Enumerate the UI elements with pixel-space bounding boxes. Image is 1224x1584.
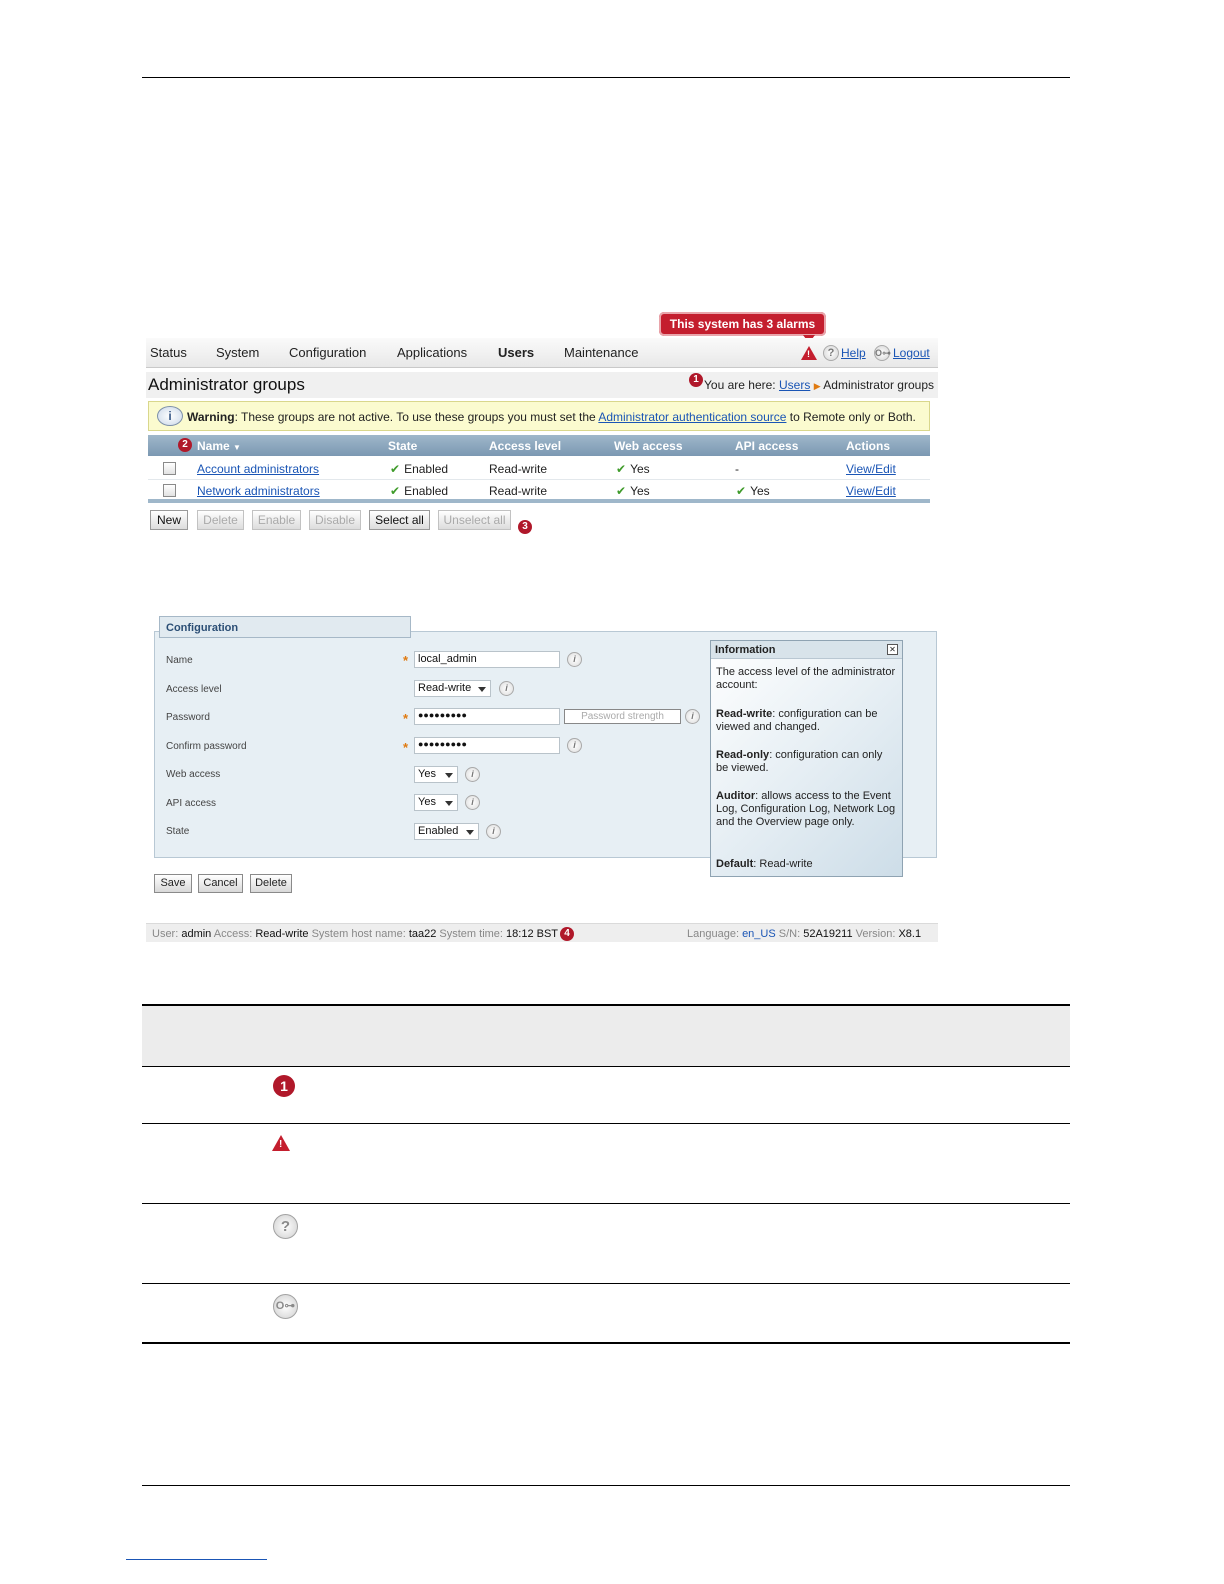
close-icon[interactable]: ✕ (887, 644, 898, 655)
view-edit-link[interactable]: View/Edit (846, 462, 896, 476)
info-paragraph (716, 858, 896, 871)
password-field[interactable]: ●●●●●●●●● (414, 708, 560, 725)
api-access-label: API access (166, 798, 217, 809)
legend-rule (142, 1123, 1070, 1124)
sort-desc-icon[interactable]: ▼ (233, 443, 241, 452)
status-version-label: Version: (855, 928, 896, 940)
alarm-bubble[interactable]: This system has 3 alarms (659, 312, 826, 336)
enable-button[interactable]: Enable (252, 510, 301, 530)
callout-badge-1: 1 (689, 373, 703, 387)
alarm-icon: ! (272, 1135, 290, 1151)
help-icon: ? (273, 1214, 298, 1239)
new-button[interactable]: New (150, 510, 188, 530)
table-footer-bar (148, 499, 930, 503)
chevron-down-icon (466, 830, 474, 835)
cancel-button[interactable]: Cancel (198, 874, 243, 893)
check-icon: ✔ (736, 484, 747, 498)
callout-badge-3: 3 (518, 520, 532, 534)
info-bubble-icon: i (157, 406, 183, 426)
col-name[interactable] (197, 439, 241, 453)
state-select[interactable] (414, 823, 479, 840)
state-value: Enabled (404, 462, 449, 476)
legend-header (142, 1006, 1070, 1066)
status-host: taa22 (408, 928, 437, 940)
status-user-label: User: (152, 928, 179, 940)
info-desc: : allows access to the Event Log, Configuration Log, Network Log and the Overview page only. (716, 790, 896, 828)
chevron-down-icon (445, 801, 453, 806)
confirm-password-label: Confirm password (166, 741, 247, 752)
state-label: State (166, 826, 190, 837)
info-desc: : configuration can only be viewed. (716, 749, 883, 774)
password-label: Password (166, 712, 210, 723)
nav-status[interactable]: Status (150, 345, 187, 360)
table-row (148, 458, 930, 479)
access-cell: Read-write (489, 462, 548, 476)
warning-banner (148, 401, 930, 431)
alarm-icon[interactable]: ! (801, 346, 817, 360)
col-api-access[interactable]: API access (735, 439, 799, 453)
check-icon: ✔ (390, 484, 401, 498)
info-paragraph (716, 790, 896, 829)
col-web-access[interactable]: Web access (614, 439, 683, 453)
breadcrumb (704, 378, 934, 392)
configuration-tab: Configuration (159, 616, 411, 638)
legend-rule (142, 1283, 1070, 1284)
info-icon[interactable]: i (567, 652, 582, 667)
info-icon[interactable]: i (465, 767, 480, 782)
page-title: Administrator groups (148, 375, 305, 394)
required-marker: * (403, 740, 409, 755)
warning-text (187, 410, 916, 424)
status-version: X8.1 (898, 928, 922, 940)
info-term: Default (716, 858, 754, 870)
top-rule (142, 77, 1070, 78)
help-link[interactable]: Help (841, 346, 866, 360)
info-icon[interactable]: i (567, 738, 582, 753)
info-paragraph (716, 749, 896, 775)
disable-button[interactable]: Disable (309, 510, 361, 530)
status-host-label: System host name: (311, 928, 406, 940)
status-right (687, 928, 921, 940)
state-select-value: Enabled (418, 825, 459, 837)
check-icon: ✔ (390, 462, 401, 476)
check-icon: ✔ (616, 462, 627, 476)
name-field[interactable]: local_admin (414, 651, 560, 668)
web-access-value: Yes (418, 768, 436, 780)
delete-button[interactable]: Delete (197, 510, 244, 530)
warning-text-after: to Remote only or Both. (786, 410, 916, 424)
top-nav (146, 338, 938, 368)
access-cell: Read-write (489, 484, 548, 498)
access-level-label: Access level (166, 684, 222, 695)
api-access-value: Yes (418, 796, 436, 808)
breadcrumb-current: Administrator groups (823, 378, 934, 392)
status-time: 18:12 BST (506, 928, 559, 940)
name-label: Name (166, 655, 193, 666)
web-value: Yes (630, 484, 650, 498)
nav-system[interactable]: System (216, 345, 260, 360)
col-name-label: Name (197, 439, 230, 453)
info-term: Read-only (716, 749, 770, 761)
info-icon[interactable]: i (465, 795, 480, 810)
groups-table-header (148, 435, 930, 456)
info-desc: : Read-write (753, 858, 813, 870)
view-edit-link[interactable]: View/Edit (846, 484, 896, 498)
status-lang-label: Language: (687, 928, 739, 940)
state-cell (390, 484, 448, 498)
confirm-password-field[interactable]: ●●●●●●●●● (414, 737, 560, 754)
information-box (710, 640, 903, 877)
callout-badge-4: 4 (560, 927, 574, 941)
info-icon[interactable]: i (685, 709, 700, 724)
nav-maintenance[interactable]: Maintenance (564, 345, 639, 360)
check-icon: ✔ (616, 484, 627, 498)
status-time-label: System time: (439, 928, 503, 940)
status-access: Read-write (255, 928, 309, 940)
info-term: Auditor (716, 790, 756, 802)
information-title: Information (711, 641, 902, 659)
info-desc: : configuration can be viewed and changed. (716, 708, 878, 733)
auth-source-link[interactable]: Administrator authentication source (598, 410, 787, 424)
language-link[interactable]: en_US (742, 928, 776, 940)
group-name-link[interactable]: Network administrators (197, 484, 320, 498)
row-checkbox[interactable] (163, 484, 176, 497)
chevron-down-icon (445, 773, 453, 778)
row-checkbox[interactable] (163, 462, 176, 475)
password-strength-meter: Password strength (564, 709, 681, 724)
status-sn: 52A19211 (803, 928, 853, 940)
api-value: Yes (750, 484, 770, 498)
footer-rule (142, 1485, 1070, 1486)
web-access-label: Web access (166, 769, 221, 780)
api-cell: - (735, 462, 739, 476)
info-term: Read-write (716, 708, 773, 720)
col-access-level[interactable]: Access level (489, 439, 562, 453)
api-cell (736, 484, 770, 498)
required-marker: * (403, 711, 409, 726)
breadcrumb-arrow-icon: ▶ (813, 381, 821, 391)
api-access-select[interactable] (414, 794, 458, 811)
nav-applications[interactable]: Applications (397, 345, 468, 360)
info-paragraph (716, 708, 896, 734)
logout-link[interactable]: Logout (893, 346, 930, 360)
status-left (152, 928, 558, 940)
nav-users[interactable]: Users (498, 345, 535, 360)
warning-text-before: : These groups are not active. To use these groups you must set the (234, 410, 599, 424)
select-all-button[interactable]: Select all (369, 510, 430, 530)
info-paragraph: The access level of the administrator account: (716, 666, 896, 691)
info-icon[interactable]: i (499, 681, 514, 696)
footer-link-underline[interactable] (126, 1559, 267, 1560)
info-icon[interactable]: i (486, 824, 501, 839)
form-delete-button[interactable]: Delete (250, 874, 292, 893)
chevron-down-icon (478, 687, 486, 692)
group-name-link[interactable]: Account administrators (197, 462, 320, 476)
legend-rule (142, 1203, 1070, 1204)
breadcrumb-prefix: You are here: (704, 378, 776, 392)
legend-rule (142, 1066, 1070, 1067)
numbered-badge-icon: 1 (273, 1075, 295, 1097)
legend-bottom-rule (142, 1342, 1070, 1344)
logout-key-icon[interactable]: O⊶ (874, 345, 890, 361)
unselect-all-button[interactable]: Unselect all (438, 510, 511, 530)
page-title-bar (146, 372, 938, 398)
access-level-select[interactable] (414, 680, 491, 697)
col-actions: Actions (846, 439, 891, 453)
warning-label: Warning (187, 410, 235, 424)
save-button[interactable]: Save (154, 874, 192, 893)
state-value: Enabled (404, 484, 449, 498)
breadcrumb-users-link[interactable]: Users (779, 378, 811, 392)
status-bar (146, 923, 938, 942)
web-access-select[interactable] (414, 766, 458, 783)
col-state[interactable]: State (388, 439, 418, 453)
status-sn-label: S/N: (778, 928, 801, 940)
status-access-label: Access: (213, 928, 253, 940)
logout-icon: O⊶ (273, 1294, 298, 1319)
callout-badge-2: 2 (178, 438, 192, 452)
access-level-value: Read-write (418, 682, 472, 694)
status-user: admin (181, 928, 212, 940)
help-icon[interactable]: ? (823, 345, 839, 361)
web-cell (616, 484, 650, 498)
nav-configuration[interactable]: Configuration (289, 345, 367, 360)
web-cell (616, 462, 650, 476)
web-value: Yes (630, 462, 650, 476)
state-cell (390, 462, 448, 476)
required-marker: * (403, 653, 409, 668)
table-row (148, 479, 930, 500)
